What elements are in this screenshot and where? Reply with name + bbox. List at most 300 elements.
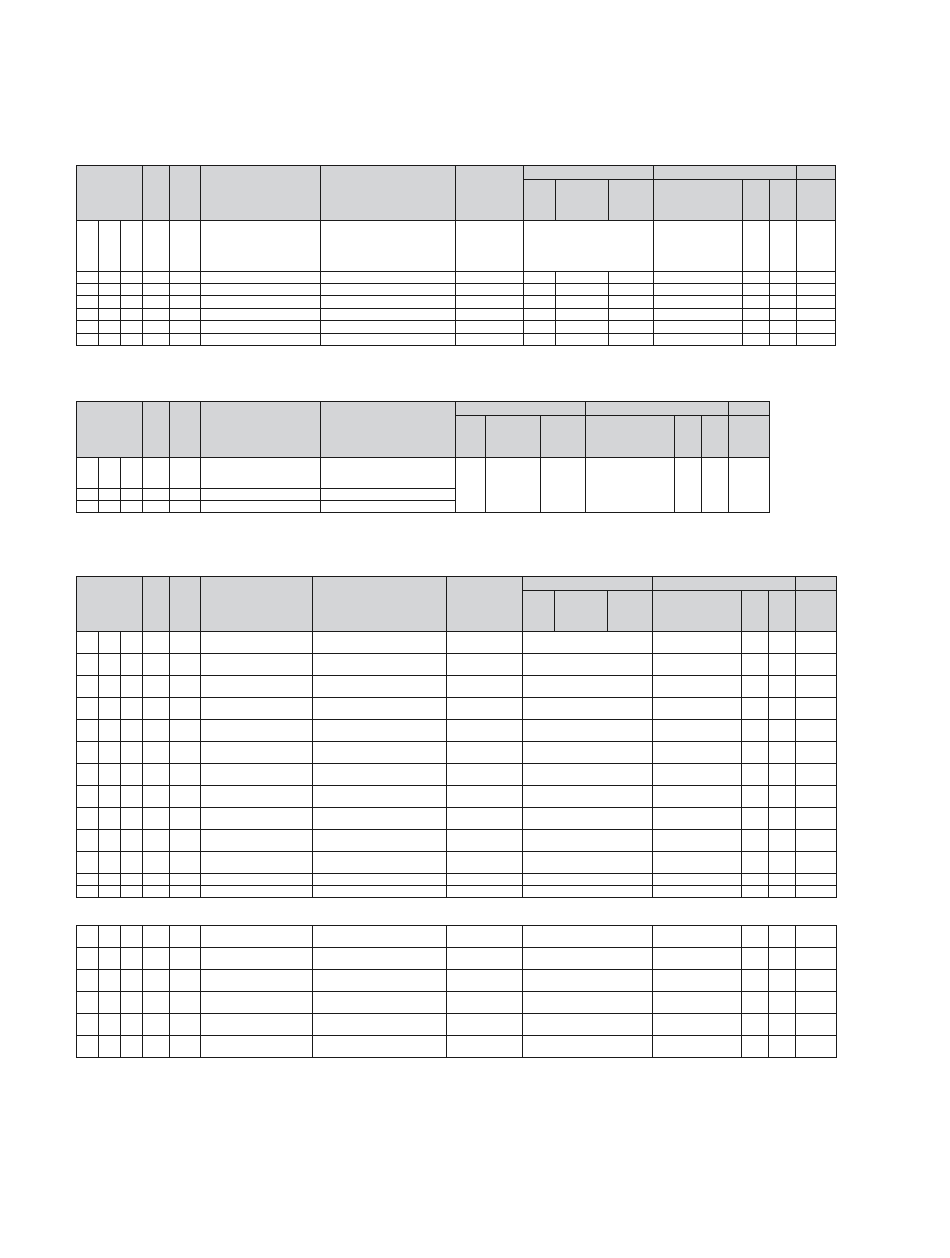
table-cell xyxy=(742,764,769,786)
table-cell xyxy=(170,698,201,720)
table-cell xyxy=(99,852,121,874)
table-cell xyxy=(769,334,796,346)
table-cell xyxy=(769,970,796,992)
table-cell xyxy=(796,698,837,720)
table-cell xyxy=(769,742,796,764)
table-cell xyxy=(447,830,523,852)
table-cell xyxy=(313,1036,447,1058)
table-cell xyxy=(201,272,321,284)
header-subcell xyxy=(769,180,796,221)
table-cell xyxy=(742,632,769,654)
table-row xyxy=(77,1014,837,1036)
table-cell xyxy=(796,874,837,886)
table-cell xyxy=(523,698,653,720)
table-cell xyxy=(653,830,742,852)
table-cell xyxy=(313,742,447,764)
header-cell xyxy=(201,402,321,458)
table-cell xyxy=(143,764,170,786)
table-cell xyxy=(313,786,447,808)
table-cell xyxy=(77,698,99,720)
table-cell xyxy=(523,720,653,742)
table-row xyxy=(77,786,837,808)
table-cell xyxy=(143,720,170,742)
table-cell xyxy=(313,654,447,676)
table-cell xyxy=(523,852,653,874)
table-cell xyxy=(170,926,201,948)
table-cell xyxy=(321,458,456,489)
table-cell xyxy=(170,970,201,992)
table-row xyxy=(77,830,837,852)
table-cell xyxy=(201,221,321,272)
table-cell xyxy=(77,742,99,764)
table-cell xyxy=(742,720,769,742)
table-cell xyxy=(653,309,742,321)
table-cell xyxy=(143,698,170,720)
table-cell xyxy=(796,284,835,296)
merged-cell xyxy=(523,221,653,272)
table-cell xyxy=(447,786,523,808)
table-cell xyxy=(447,764,523,786)
table-cell xyxy=(77,489,99,501)
table-cell xyxy=(170,632,201,654)
table-cell xyxy=(77,654,99,676)
table-cell xyxy=(769,992,796,1014)
table-cell xyxy=(99,321,121,334)
table-cell xyxy=(742,926,769,948)
table-cell xyxy=(99,830,121,852)
table-cell xyxy=(742,992,769,1014)
table-cell xyxy=(608,321,653,334)
table-row xyxy=(77,720,837,742)
table-cell xyxy=(77,309,99,321)
table-cell xyxy=(99,698,121,720)
header-subcell xyxy=(796,180,835,221)
table-cell xyxy=(555,272,608,284)
table-row xyxy=(77,992,837,1014)
table-cell xyxy=(313,830,447,852)
table-cell xyxy=(121,458,143,489)
table-row xyxy=(77,874,837,886)
table-cell xyxy=(523,309,555,321)
table-cell xyxy=(523,321,555,334)
table-cell xyxy=(796,970,837,992)
table-cell xyxy=(313,764,447,786)
table-cell xyxy=(653,970,742,992)
merged-cell xyxy=(729,458,770,513)
header-cell xyxy=(143,402,170,458)
table-cell xyxy=(653,698,742,720)
table-cell xyxy=(121,926,143,948)
table-cell xyxy=(321,501,456,513)
table-cell xyxy=(201,309,321,321)
table-cell xyxy=(121,489,143,501)
table-cell xyxy=(653,221,742,272)
header-cell xyxy=(170,402,201,458)
table-cell xyxy=(769,309,796,321)
table-cell xyxy=(143,632,170,654)
table-cell xyxy=(653,926,742,948)
table-cell xyxy=(447,926,523,948)
table-cell xyxy=(447,654,523,676)
table-cell xyxy=(313,992,447,1014)
table-cell xyxy=(321,309,456,321)
table-cell xyxy=(99,632,121,654)
table-cell xyxy=(121,720,143,742)
table-cell xyxy=(742,874,769,886)
table-cell xyxy=(608,272,653,284)
table-cell xyxy=(742,284,769,296)
table-cell xyxy=(143,458,170,489)
header-subcell xyxy=(653,591,742,632)
table-cell xyxy=(653,874,742,886)
header-subcell xyxy=(586,416,675,458)
table-row xyxy=(77,852,837,874)
table-cell xyxy=(170,886,201,898)
table-cell xyxy=(121,764,143,786)
table-cell xyxy=(447,742,523,764)
table-row xyxy=(77,309,836,321)
table-cell xyxy=(121,676,143,698)
header-group-cell xyxy=(653,577,796,591)
table-cell xyxy=(321,334,456,346)
table-cell xyxy=(143,501,170,513)
header-group-cell xyxy=(729,402,770,416)
header-group-cell xyxy=(523,166,653,180)
table-cell xyxy=(99,501,121,513)
table-cell xyxy=(523,926,653,948)
table-cell xyxy=(769,786,796,808)
table-row xyxy=(77,284,836,296)
table-cell xyxy=(77,272,99,284)
table-cell xyxy=(523,1036,653,1058)
table-cell xyxy=(321,489,456,501)
table-cell xyxy=(653,886,742,898)
header-group-cell xyxy=(796,166,835,180)
table-cell xyxy=(170,852,201,874)
table-cell xyxy=(742,886,769,898)
table-cell xyxy=(608,284,653,296)
table-cell xyxy=(99,1014,121,1036)
table-cell xyxy=(170,720,201,742)
table-cell xyxy=(769,948,796,970)
table-cell xyxy=(456,284,523,296)
table-cell xyxy=(201,698,313,720)
table-cell xyxy=(313,926,447,948)
table-cell xyxy=(143,296,170,309)
table-cell xyxy=(121,1014,143,1036)
table-cell xyxy=(121,852,143,874)
table-cell xyxy=(121,321,143,334)
table-cell xyxy=(99,272,121,284)
table-cell xyxy=(77,970,99,992)
table-cell xyxy=(313,948,447,970)
header-cell xyxy=(313,577,447,632)
header-cell xyxy=(456,166,523,221)
table-cell xyxy=(313,874,447,886)
table-row xyxy=(77,458,770,489)
table-cell xyxy=(796,886,837,898)
merged-cell xyxy=(702,458,729,513)
table-cell xyxy=(523,296,555,309)
header-subcell xyxy=(608,591,653,632)
table-cell xyxy=(121,742,143,764)
table-cell xyxy=(143,654,170,676)
table-cell xyxy=(313,970,447,992)
table-row xyxy=(77,808,837,830)
table-cell xyxy=(121,1036,143,1058)
table-cell xyxy=(796,296,835,309)
table-cell xyxy=(170,321,201,334)
table-cell xyxy=(653,786,742,808)
table-cell xyxy=(77,296,99,309)
merged-cell xyxy=(456,458,486,513)
table-cell xyxy=(742,852,769,874)
table-cell xyxy=(742,1036,769,1058)
table-cell xyxy=(796,1036,837,1058)
header-cell xyxy=(321,166,456,221)
table-cell xyxy=(608,334,653,346)
table-cell xyxy=(77,948,99,970)
table-cell xyxy=(796,852,837,874)
header-subcell xyxy=(653,180,742,221)
table-cell xyxy=(796,830,837,852)
table-cell xyxy=(796,1014,837,1036)
table-cell xyxy=(742,654,769,676)
table-cell xyxy=(523,272,555,284)
table-cell xyxy=(769,321,796,334)
table-cell xyxy=(313,720,447,742)
table-cell xyxy=(555,296,608,309)
table-cell xyxy=(143,334,170,346)
table-cell xyxy=(143,948,170,970)
table-cell xyxy=(170,458,201,489)
table-cell xyxy=(143,321,170,334)
table-cell xyxy=(523,808,653,830)
table-cell xyxy=(769,1014,796,1036)
table-cell xyxy=(77,926,99,948)
table-cell xyxy=(321,221,456,272)
table-cell xyxy=(447,852,523,874)
header-subcell xyxy=(523,591,555,632)
table-cell xyxy=(742,334,769,346)
table-cell xyxy=(653,632,742,654)
table-cell xyxy=(769,221,796,272)
table-cell xyxy=(77,874,99,886)
table-cell xyxy=(201,720,313,742)
table-cell xyxy=(447,720,523,742)
header-subcell xyxy=(769,591,796,632)
table-cell xyxy=(321,272,456,284)
table-row xyxy=(77,676,837,698)
table-cell xyxy=(201,886,313,898)
table-cell xyxy=(742,830,769,852)
table-cell xyxy=(201,458,321,489)
table-cell xyxy=(769,720,796,742)
table-row xyxy=(77,321,836,334)
table-cell xyxy=(653,296,742,309)
table-cell xyxy=(653,272,742,284)
table-cell xyxy=(201,1036,313,1058)
table-cell xyxy=(769,808,796,830)
table-cell xyxy=(201,808,313,830)
table-cell xyxy=(121,992,143,1014)
table-cell xyxy=(653,334,742,346)
header-subcell xyxy=(486,416,541,458)
table-cell xyxy=(742,676,769,698)
table-cell xyxy=(143,926,170,948)
table-cell xyxy=(523,632,653,654)
header-subcell xyxy=(796,591,837,632)
table-cell xyxy=(121,272,143,284)
table-cell xyxy=(313,1014,447,1036)
header-cell xyxy=(143,166,170,221)
table-row xyxy=(77,886,837,898)
table-cell xyxy=(769,676,796,698)
table-cell xyxy=(608,309,653,321)
table-cell xyxy=(143,1036,170,1058)
table-cell xyxy=(121,284,143,296)
table-cell xyxy=(170,296,201,309)
table-cell xyxy=(653,764,742,786)
table-cell xyxy=(321,284,456,296)
header-subcell xyxy=(456,416,486,458)
table-cell xyxy=(769,886,796,898)
table-cell xyxy=(201,632,313,654)
header-group-cell xyxy=(586,402,729,416)
table-cell xyxy=(143,272,170,284)
table-cell xyxy=(121,830,143,852)
table-cell xyxy=(608,296,653,309)
table-cell xyxy=(313,852,447,874)
table-3 xyxy=(76,576,837,898)
table-cell xyxy=(555,284,608,296)
table-cell xyxy=(201,321,321,334)
table-row xyxy=(77,764,837,786)
table-cell xyxy=(143,284,170,296)
table-row xyxy=(77,296,836,309)
table-cell xyxy=(170,948,201,970)
merged-cell xyxy=(486,458,541,513)
table-cell xyxy=(143,886,170,898)
table-cell xyxy=(77,808,99,830)
table-cell xyxy=(742,970,769,992)
table-cell xyxy=(742,786,769,808)
table-cell xyxy=(653,1014,742,1036)
merged-cell xyxy=(541,458,586,513)
table-cell xyxy=(321,321,456,334)
header-cell xyxy=(321,402,456,458)
table-1 xyxy=(76,165,836,346)
table-cell xyxy=(170,654,201,676)
merged-cell xyxy=(586,458,675,513)
table-cell xyxy=(653,676,742,698)
table-cell xyxy=(99,221,121,272)
table-cell xyxy=(796,948,837,970)
header-group-cell xyxy=(796,577,837,591)
table-cell xyxy=(742,742,769,764)
table-cell xyxy=(77,334,99,346)
table-cell xyxy=(143,992,170,1014)
table-cell xyxy=(523,676,653,698)
table-cell xyxy=(170,676,201,698)
table-cell xyxy=(99,284,121,296)
table-row xyxy=(77,1036,837,1058)
table-cell xyxy=(99,926,121,948)
table-cell xyxy=(121,654,143,676)
header-subcell xyxy=(523,180,555,221)
header-cell xyxy=(447,577,523,632)
table-cell xyxy=(170,284,201,296)
table-cell xyxy=(769,272,796,284)
table-cell xyxy=(201,992,313,1014)
table-cell xyxy=(99,1036,121,1058)
table-cell xyxy=(313,698,447,720)
table-cell xyxy=(313,676,447,698)
table-cell xyxy=(653,720,742,742)
header-subcell xyxy=(729,416,770,458)
table-cell xyxy=(742,948,769,970)
table-cell xyxy=(456,221,523,272)
table-cell xyxy=(121,296,143,309)
table-cell xyxy=(143,676,170,698)
table-cell xyxy=(523,334,555,346)
table-cell xyxy=(99,458,121,489)
table-cell xyxy=(170,489,201,501)
table-cell xyxy=(99,296,121,309)
table-cell xyxy=(796,992,837,1014)
table-cell xyxy=(447,1036,523,1058)
table-cell xyxy=(796,221,835,272)
table-2 xyxy=(76,401,770,513)
table-cell xyxy=(456,334,523,346)
table-cell xyxy=(523,886,653,898)
table-cell xyxy=(796,654,837,676)
table-cell xyxy=(653,808,742,830)
table-cell xyxy=(447,1014,523,1036)
table-cell xyxy=(523,948,653,970)
table-cell xyxy=(143,874,170,886)
table-cell xyxy=(77,221,99,272)
table-cell xyxy=(523,830,653,852)
table-cell xyxy=(99,742,121,764)
table-cell xyxy=(653,742,742,764)
table-cell xyxy=(99,948,121,970)
table-cell xyxy=(77,1036,99,1058)
table-cell xyxy=(523,874,653,886)
table-cell xyxy=(447,632,523,654)
table-cell xyxy=(321,296,456,309)
table-cell xyxy=(523,654,653,676)
table-cell xyxy=(99,970,121,992)
table-cell xyxy=(77,284,99,296)
table-cell xyxy=(447,886,523,898)
header-subcell xyxy=(702,416,729,458)
table-cell xyxy=(796,272,835,284)
table-cell xyxy=(523,786,653,808)
table-row xyxy=(77,221,836,272)
table-cell xyxy=(653,321,742,334)
header-cell xyxy=(201,577,313,632)
table-cell xyxy=(77,458,99,489)
table-cell xyxy=(77,786,99,808)
table-cell xyxy=(523,1014,653,1036)
table-cell xyxy=(77,676,99,698)
table-cell xyxy=(456,296,523,309)
table-cell xyxy=(555,309,608,321)
table-cell xyxy=(456,321,523,334)
table-cell xyxy=(447,992,523,1014)
table-cell xyxy=(796,742,837,764)
